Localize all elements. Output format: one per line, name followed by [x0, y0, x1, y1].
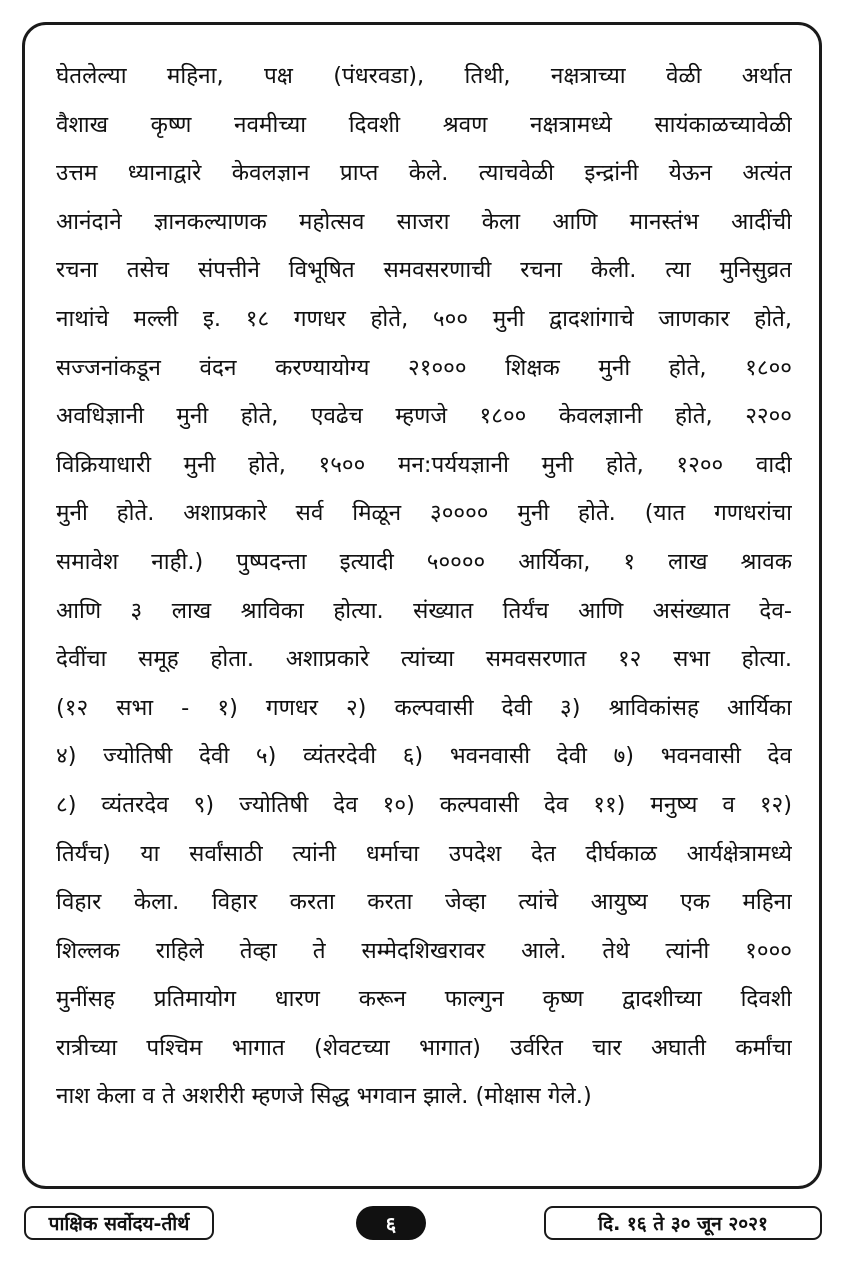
text-line: शिल्लक राहिले तेव्हा ते सम्मेदशिखरावर आले. तेथे त्यांनी १०००	[56, 937, 792, 964]
text-line: मुनींसह प्रतिमायोग धारण करून फाल्गुन कृष्ण द्वादशीच्या दिवशी	[56, 986, 792, 1013]
body-text	[56, 52, 792, 1121]
text-line: समावेश नाही.) पुष्पदन्ता इत्यादी ५०००० आर्यिका, १ लाख श्रावक	[56, 548, 792, 575]
text-line: रात्रीच्या पश्चिम भागात (शेवटच्या भागात) उर्वरित चार अघाती कर्मांचा	[56, 1034, 792, 1061]
text-line: रचना तसेच संपत्तीने विभूषित समवसरणाची रचना केली. त्या मुनिसुव्रत	[56, 257, 792, 284]
issue-date: दि. १६ ते ३० जून २०२१	[544, 1206, 822, 1240]
page-number: ६	[356, 1206, 426, 1240]
text-line: नाथांचे मल्ली इ. १८ गणधर होते, ५०० मुनी द्वादशांगाचे जाणकार होते,	[56, 305, 792, 332]
text-line: वैशाख कृष्ण नवमीच्या दिवशी श्रवण नक्षत्रामध्ये सायंकाळच्यावेळी	[56, 111, 792, 138]
text-line: घेतलेल्या महिना, पक्ष (पंधरवडा), तिथी, नक्षत्राच्या वेळी अर्थात	[56, 63, 792, 89]
text-line: (१२ सभा - १) गणधर २) कल्पवासी देवी ३) श्राविकांसह आर्यिका	[56, 694, 792, 721]
text-line: विहार केला. विहार करता करता जेव्हा त्यांचे आयुष्य एक महिना	[56, 889, 792, 916]
publication-name: पाक्षिक सर्वोदय-तीर्थ	[24, 1206, 214, 1240]
text-line: ८) व्यंतरदेव ९) ज्योतिषी देव १०) कल्पवासी देव ११) मनुष्य व १२)	[56, 791, 792, 818]
text-line: मुनी होते. अशाप्रकारे सर्व मिळून ३०००० मुनी होते. (यात गणधरांचा	[56, 500, 792, 527]
text-line: नाश केला व ते अशरीरी म्हणजे सिद्ध भगवान झाले. (मोक्षास गेले.)	[56, 1083, 592, 1110]
text-line: सज्जनांकडून वंदन करण्यायोग्य २१००० शिक्षक मुनी होते, १८००	[56, 354, 792, 381]
text-line: तिर्यंच) या सर्वांसाठी त्यांनी धर्माचा उपदेश देत दीर्घकाळ आर्यक्षेत्रामध्ये	[56, 840, 792, 867]
text-line: आणि ३ लाख श्राविका होत्या. संख्यात तिर्यंच आणि असंख्यात देव-	[56, 597, 792, 624]
text-line: देवींचा समूह होता. अशाप्रकारे त्यांच्या समवसरणात १२ सभा होत्या.	[56, 646, 792, 673]
text-line: आनंदाने ज्ञानकल्याणक महोत्सव साजरा केला आणि मानस्तंभ आदींची	[56, 208, 792, 235]
text-line: विक्रियाधारी मुनी होते, १५०० मन:पर्ययज्ञानी मुनी होते, १२०० वादी	[56, 451, 792, 478]
text-line: ४) ज्योतिषी देवी ५) व्यंतरदेवी ६) भवनवासी देवी ७) भवनवासी देव	[56, 743, 792, 770]
text-line: अवधिज्ञानी मुनी होते, एवढेच म्हणजे १८०० केवलज्ञानी होते, २२००	[56, 403, 792, 430]
text-line: उत्तम ध्यानाद्वारे केवलज्ञान प्राप्त केले. त्याचवेळी इन्द्रांनी येऊन अत्यंत	[56, 160, 792, 187]
